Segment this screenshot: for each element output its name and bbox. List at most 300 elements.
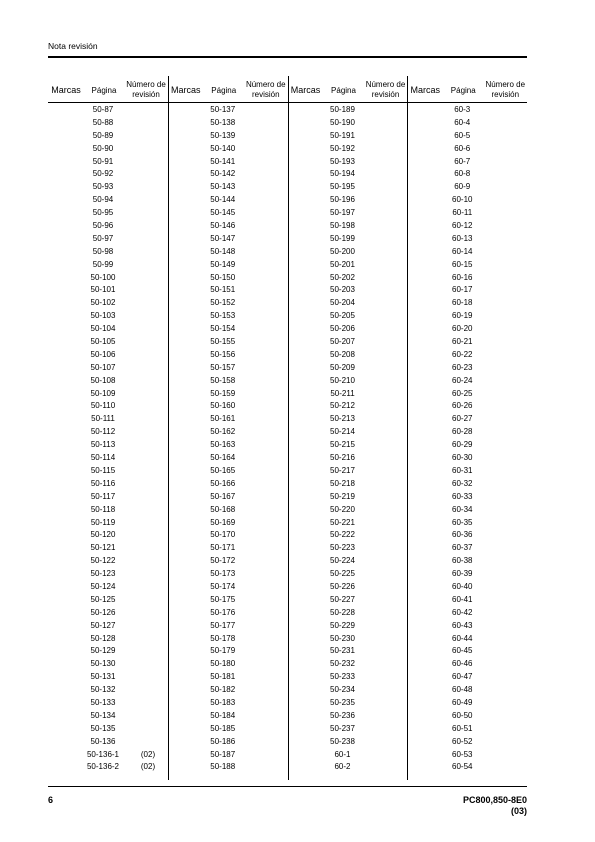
table-row bbox=[168, 181, 288, 194]
page-cell: 50-126 bbox=[90, 607, 116, 617]
header-pagina: Página bbox=[91, 86, 117, 95]
table-row bbox=[407, 181, 527, 194]
table-row bbox=[48, 426, 168, 439]
page-cell: 50-237 bbox=[330, 723, 355, 733]
page-cell: 50-200 bbox=[330, 246, 355, 256]
table-row bbox=[48, 478, 168, 491]
table-row bbox=[288, 761, 408, 774]
page-cell: 60-19 bbox=[452, 311, 473, 321]
page-cell: 60-8 bbox=[454, 169, 471, 179]
page-cell: 50-167 bbox=[210, 491, 236, 501]
table-row bbox=[48, 388, 168, 401]
page-cell: 60-13 bbox=[452, 233, 473, 243]
table-row bbox=[407, 168, 527, 181]
table-row bbox=[48, 491, 168, 504]
page-cell: 60-24 bbox=[452, 375, 473, 385]
page-cell: 50-211 bbox=[330, 388, 355, 398]
page-cell: 50-229 bbox=[330, 620, 355, 630]
page-cell: 50-150 bbox=[210, 272, 236, 282]
page-cell: 50-118 bbox=[90, 504, 116, 514]
page-cell: 50-152 bbox=[210, 298, 236, 308]
table-row bbox=[48, 736, 168, 749]
page-cell: 60-47 bbox=[452, 672, 473, 682]
page-cell: 50-161 bbox=[210, 414, 236, 424]
header-numero-revision bbox=[244, 80, 288, 100]
table-row bbox=[168, 413, 288, 426]
page-cell: 50-219 bbox=[330, 491, 355, 501]
table-row bbox=[168, 491, 288, 504]
page-cell: 50-136 bbox=[90, 736, 116, 746]
table-row bbox=[168, 259, 288, 272]
page-cell: 60-22 bbox=[452, 349, 473, 359]
table-row bbox=[407, 413, 527, 426]
page-cell: 50-153 bbox=[210, 311, 236, 321]
table-row bbox=[48, 684, 168, 697]
table-row bbox=[407, 117, 527, 130]
page-cell: 60-50 bbox=[452, 710, 473, 720]
page-cell: 50-136-1 bbox=[86, 749, 120, 759]
page-cell: 60-45 bbox=[452, 646, 473, 656]
table-row bbox=[168, 555, 288, 568]
revision-cell: (02) bbox=[140, 762, 156, 772]
table-row bbox=[288, 620, 408, 633]
page-cell: 50-235 bbox=[330, 697, 355, 707]
page-cell: 50-232 bbox=[330, 659, 355, 669]
table-row bbox=[168, 220, 288, 233]
page-cell: 50-192 bbox=[330, 143, 355, 153]
table-row bbox=[288, 104, 408, 117]
table-row bbox=[407, 697, 527, 710]
footer-model bbox=[463, 795, 527, 817]
page-cell: 50-120 bbox=[90, 530, 116, 540]
page-cell: 50-142 bbox=[210, 169, 236, 179]
page-cell: 50-117 bbox=[90, 491, 116, 501]
table-row bbox=[48, 710, 168, 723]
table-row bbox=[288, 555, 408, 568]
revision-cell: (02) bbox=[140, 749, 156, 759]
table-row bbox=[168, 426, 288, 439]
table-row bbox=[168, 620, 288, 633]
page-cell: 50-202 bbox=[330, 272, 355, 282]
table-row bbox=[288, 246, 408, 259]
table-row bbox=[407, 491, 527, 504]
table-column-group bbox=[48, 76, 168, 780]
page-cell: 50-139 bbox=[210, 130, 236, 140]
page-cell: 50-199 bbox=[330, 233, 355, 243]
page-cell: 50-145 bbox=[210, 208, 236, 218]
page-cell: 50-108 bbox=[90, 375, 116, 385]
page-cell: 50-223 bbox=[330, 543, 355, 553]
page-cell: 50-215 bbox=[330, 440, 355, 450]
table-row bbox=[168, 143, 288, 156]
table-row bbox=[407, 143, 527, 156]
table-row bbox=[48, 194, 168, 207]
page-cell: 50-222 bbox=[330, 530, 355, 540]
page-cell: 50-147 bbox=[210, 233, 236, 243]
table-row bbox=[407, 607, 527, 620]
table-row bbox=[168, 104, 288, 117]
page-cell: 50-123 bbox=[90, 569, 116, 579]
page-cell: 50-177 bbox=[210, 620, 236, 630]
page-cell: 50-178 bbox=[210, 633, 236, 643]
page-cell: 50-169 bbox=[210, 517, 236, 527]
page-cell: 50-131 bbox=[90, 672, 116, 682]
page-cell: 50-99 bbox=[92, 259, 114, 269]
header-marcas: Marcas bbox=[410, 85, 440, 95]
table-row bbox=[168, 633, 288, 646]
page-cell: 50-100 bbox=[90, 272, 116, 282]
page-cell: 50-164 bbox=[210, 453, 236, 463]
table-row bbox=[168, 581, 288, 594]
page-cell: 50-224 bbox=[330, 556, 355, 566]
table-row bbox=[48, 336, 168, 349]
table-row bbox=[407, 555, 527, 568]
table-row bbox=[407, 439, 527, 452]
table-row bbox=[168, 607, 288, 620]
table-row bbox=[168, 246, 288, 259]
page-cell: 60-4 bbox=[454, 117, 471, 127]
table-row bbox=[168, 684, 288, 697]
table-row bbox=[407, 658, 527, 671]
page-cell: 60-52 bbox=[452, 736, 473, 746]
column-header bbox=[288, 76, 408, 103]
page-cell: 50-140 bbox=[210, 143, 236, 153]
page-cell: 60-6 bbox=[454, 143, 471, 153]
page-cell: 60-33 bbox=[452, 491, 473, 501]
page-cell: 50-221 bbox=[330, 517, 355, 527]
page-cell: 50-96 bbox=[92, 221, 114, 231]
footer-page-number: 6 bbox=[48, 795, 54, 805]
table-row bbox=[288, 117, 408, 130]
page-cell: 50-95 bbox=[92, 208, 114, 218]
footer-model-revision: (03) bbox=[510, 806, 527, 816]
footer-rule bbox=[48, 786, 527, 787]
page-cell: 50-176 bbox=[210, 607, 236, 617]
column-header bbox=[168, 76, 288, 103]
table-row bbox=[407, 761, 527, 774]
header-numero-line2: revisión bbox=[132, 90, 160, 99]
table-row bbox=[288, 143, 408, 156]
table-row bbox=[48, 749, 168, 762]
table-row bbox=[48, 284, 168, 297]
table-row bbox=[407, 207, 527, 220]
page-cell: 50-119 bbox=[90, 517, 116, 527]
header-numero-line2: revisión bbox=[371, 90, 400, 99]
table-row bbox=[407, 362, 527, 375]
table-row bbox=[288, 156, 408, 169]
page-cell: 50-158 bbox=[210, 375, 236, 385]
table-row bbox=[288, 607, 408, 620]
page-cell: 50-144 bbox=[210, 195, 236, 205]
page-cell: 50-97 bbox=[92, 233, 114, 243]
header-numero-line1: Número de bbox=[126, 80, 166, 89]
table-row bbox=[168, 465, 288, 478]
page-cell: 50-115 bbox=[90, 465, 116, 475]
page-cell: 50-165 bbox=[210, 465, 236, 475]
header-numero-line1: Número de bbox=[245, 80, 286, 89]
table-row bbox=[288, 723, 408, 736]
page-cell: 50-154 bbox=[210, 324, 236, 334]
header-numero-line2: revisión bbox=[491, 90, 520, 99]
table-row bbox=[288, 388, 408, 401]
page-cell: 50-179 bbox=[210, 646, 236, 656]
page-cell: 60-46 bbox=[452, 659, 473, 669]
table-row bbox=[168, 761, 288, 774]
header-numero-line1: Número de bbox=[485, 80, 526, 89]
page-cell: 50-109 bbox=[90, 388, 116, 398]
header-numero-revision bbox=[483, 80, 527, 100]
page-cell: 50-203 bbox=[330, 285, 355, 295]
table-row bbox=[168, 452, 288, 465]
table-row bbox=[407, 452, 527, 465]
page-cell: 50-129 bbox=[90, 646, 116, 656]
page-cell: 50-105 bbox=[90, 337, 116, 347]
page-cell: 50-226 bbox=[330, 581, 355, 591]
page-cell: 50-107 bbox=[90, 362, 116, 372]
page-cell: 50-206 bbox=[330, 324, 355, 334]
page-cell: 50-148 bbox=[210, 246, 236, 256]
table-row bbox=[407, 723, 527, 736]
table-row bbox=[407, 671, 527, 684]
page-cell: 50-114 bbox=[90, 453, 116, 463]
page-cell: 50-134 bbox=[90, 710, 116, 720]
page-cell: 60-15 bbox=[452, 259, 473, 269]
table-row bbox=[407, 336, 527, 349]
page-cell: 50-102 bbox=[90, 298, 116, 308]
page-cell: 50-137 bbox=[210, 105, 236, 114]
page-cell: 60-37 bbox=[452, 543, 473, 553]
page-cell: 60-26 bbox=[452, 401, 473, 411]
page-cell: 50-121 bbox=[90, 543, 116, 553]
table-row bbox=[288, 504, 408, 517]
table-row bbox=[407, 594, 527, 607]
table-row bbox=[288, 194, 408, 207]
table-row bbox=[407, 310, 527, 323]
table-row bbox=[407, 220, 527, 233]
page-cell: 60-10 bbox=[452, 195, 473, 205]
page-cell: 50-216 bbox=[330, 453, 355, 463]
table-row bbox=[168, 749, 288, 762]
table-row bbox=[168, 284, 288, 297]
table-row bbox=[48, 104, 168, 117]
table-row bbox=[288, 633, 408, 646]
page-cell: 50-208 bbox=[330, 349, 355, 359]
table-row bbox=[407, 465, 527, 478]
page-cell: 60-27 bbox=[452, 414, 473, 424]
table-row bbox=[168, 156, 288, 169]
page-cell: 50-194 bbox=[330, 169, 355, 179]
table-row bbox=[288, 529, 408, 542]
table-row bbox=[288, 452, 408, 465]
page-cell: 50-233 bbox=[330, 672, 355, 682]
table-row bbox=[288, 542, 408, 555]
column-rows bbox=[168, 104, 288, 774]
page-cell: 50-201 bbox=[330, 259, 355, 269]
page-cell: 50-125 bbox=[90, 594, 116, 604]
page-cell: 50-103 bbox=[90, 311, 116, 321]
table-row bbox=[288, 297, 408, 310]
page-cell: 50-149 bbox=[210, 259, 236, 269]
page-cell: 60-44 bbox=[452, 633, 473, 643]
table-row bbox=[168, 710, 288, 723]
page-cell: 50-94 bbox=[92, 195, 114, 205]
page-cell: 50-218 bbox=[330, 478, 355, 488]
page-cell: 60-25 bbox=[452, 388, 473, 398]
page-cell: 60-9 bbox=[454, 182, 471, 192]
table-row bbox=[168, 362, 288, 375]
page-cell: 50-116 bbox=[90, 478, 116, 488]
table-row bbox=[168, 594, 288, 607]
page-cell: 50-210 bbox=[330, 375, 355, 385]
page-cell: 50-234 bbox=[330, 685, 355, 695]
page-cell: 50-181 bbox=[210, 672, 236, 682]
page-cell: 60-41 bbox=[452, 594, 473, 604]
page-cell: 50-193 bbox=[330, 156, 355, 166]
table-row bbox=[48, 529, 168, 542]
table-row bbox=[288, 207, 408, 220]
table-row bbox=[407, 194, 527, 207]
table-row bbox=[288, 310, 408, 323]
table-row bbox=[407, 620, 527, 633]
table-row bbox=[48, 400, 168, 413]
page-cell: 50-205 bbox=[330, 311, 355, 321]
table-row bbox=[168, 207, 288, 220]
page-cell: 60-31 bbox=[452, 465, 473, 475]
table-row bbox=[288, 168, 408, 181]
page-cell: 50-231 bbox=[330, 646, 355, 656]
page-cell: 60-21 bbox=[452, 337, 473, 347]
table-row bbox=[288, 658, 408, 671]
page-cell: 50-236 bbox=[330, 710, 355, 720]
page-cell: 60-18 bbox=[452, 298, 473, 308]
table-row bbox=[48, 633, 168, 646]
page-cell: 60-29 bbox=[452, 440, 473, 450]
table-row bbox=[407, 517, 527, 530]
page-cell: 60-2 bbox=[334, 762, 351, 772]
table-row bbox=[48, 323, 168, 336]
table-row bbox=[407, 684, 527, 697]
page-cell: 50-196 bbox=[330, 195, 355, 205]
column-header bbox=[407, 76, 527, 103]
table-row bbox=[407, 349, 527, 362]
page-cell: 50-133 bbox=[90, 697, 116, 707]
table-row bbox=[407, 323, 527, 336]
page-cell: 50-111 bbox=[91, 414, 115, 424]
page-cell: 60-11 bbox=[452, 208, 473, 218]
table-row bbox=[168, 323, 288, 336]
table-row bbox=[407, 400, 527, 413]
page-cell: 50-151 bbox=[210, 285, 236, 295]
table-row bbox=[407, 130, 527, 143]
table-row bbox=[168, 375, 288, 388]
page-header-title: Nota revisión bbox=[48, 41, 98, 51]
table-row bbox=[407, 259, 527, 272]
page-cell: 50-128 bbox=[90, 633, 116, 643]
page-cell: 50-212 bbox=[330, 401, 355, 411]
page-cell: 50-180 bbox=[210, 659, 236, 669]
table-row bbox=[48, 220, 168, 233]
table-row bbox=[48, 117, 168, 130]
table-row bbox=[168, 130, 288, 143]
table-row bbox=[48, 168, 168, 181]
table-row bbox=[407, 233, 527, 246]
page-cell: 50-227 bbox=[330, 594, 355, 604]
column-header bbox=[48, 76, 168, 103]
table-row bbox=[288, 594, 408, 607]
page-cell: 50-127 bbox=[90, 620, 116, 630]
page-cell: 50-101 bbox=[90, 285, 116, 295]
table-row bbox=[168, 388, 288, 401]
table-row bbox=[288, 220, 408, 233]
page-cell: 60-49 bbox=[452, 697, 473, 707]
header-marcas: Marcas bbox=[51, 85, 81, 95]
table-row bbox=[288, 749, 408, 762]
page-cell: 50-138 bbox=[210, 117, 236, 127]
table-column-group bbox=[288, 76, 408, 780]
table-row bbox=[407, 388, 527, 401]
page-cell: 60-42 bbox=[452, 607, 473, 617]
table-row bbox=[168, 529, 288, 542]
page-cell: 50-122 bbox=[90, 556, 116, 566]
table-row bbox=[48, 233, 168, 246]
table-row bbox=[168, 233, 288, 246]
table-row bbox=[48, 761, 168, 774]
page-cell: 50-184 bbox=[210, 710, 236, 720]
page-cell: 50-197 bbox=[330, 208, 355, 218]
table-row bbox=[288, 272, 408, 285]
table-row bbox=[288, 736, 408, 749]
table-row bbox=[168, 478, 288, 491]
table-row bbox=[168, 504, 288, 517]
table-column-group bbox=[407, 76, 527, 780]
page-cell: 60-14 bbox=[452, 246, 473, 256]
page-cell: 50-204 bbox=[330, 298, 355, 308]
table-row bbox=[168, 658, 288, 671]
page-cell: 50-112 bbox=[90, 427, 116, 437]
page-cell: 50-92 bbox=[92, 169, 114, 179]
table-row bbox=[407, 478, 527, 491]
table-row bbox=[48, 413, 168, 426]
table-row bbox=[288, 517, 408, 530]
header-pagina: Página bbox=[211, 86, 237, 95]
table-row bbox=[48, 658, 168, 671]
table-row bbox=[168, 310, 288, 323]
table-row bbox=[168, 349, 288, 362]
page-cell: 50-146 bbox=[210, 221, 236, 231]
table-row bbox=[288, 645, 408, 658]
page-cell: 50-190 bbox=[330, 117, 355, 127]
table-row bbox=[48, 439, 168, 452]
table-row bbox=[48, 517, 168, 530]
table-row bbox=[48, 297, 168, 310]
table-row bbox=[407, 104, 527, 117]
table-row bbox=[168, 568, 288, 581]
page-cell: 50-162 bbox=[210, 427, 236, 437]
table-row bbox=[288, 671, 408, 684]
page-cell: 60-3 bbox=[454, 105, 471, 114]
page-cell: 50-113 bbox=[90, 440, 116, 450]
table-row bbox=[48, 349, 168, 362]
page-cell: 60-5 bbox=[454, 130, 471, 140]
table-row bbox=[168, 297, 288, 310]
table-row bbox=[48, 697, 168, 710]
page-cell: 50-170 bbox=[210, 530, 236, 540]
table-row bbox=[407, 272, 527, 285]
table-row bbox=[407, 749, 527, 762]
table-row bbox=[48, 568, 168, 581]
page-cell: 50-220 bbox=[330, 504, 355, 514]
table-row bbox=[288, 284, 408, 297]
